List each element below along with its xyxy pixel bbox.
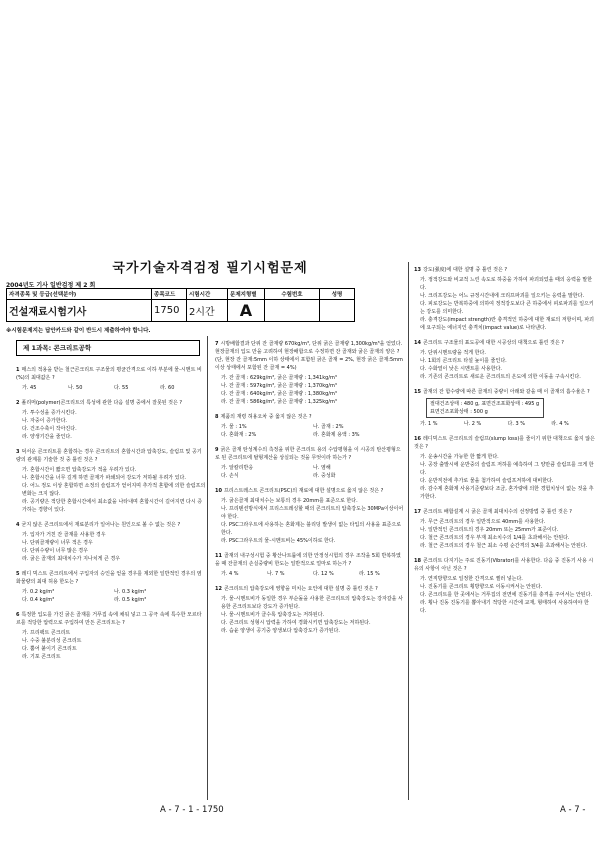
answer-option[interactable]: 다. 건조수축이 작아진다. — [22, 426, 77, 432]
answer-option[interactable]: 라. 양생기간을 줄인다. — [22, 434, 72, 440]
question — [414, 388, 595, 428]
exam-field-label: 자격종목 및 등급(선택분야) — [7, 289, 152, 300]
answer-option[interactable]: 라. 혼화제 용액 : 3% — [313, 432, 360, 438]
answer-option[interactable]: 라. 기포 콘크리트 — [22, 654, 61, 660]
exam-code: 1750 — [152, 300, 187, 322]
candidate-number-box[interactable] — [265, 300, 320, 322]
exam-info-table — [6, 288, 355, 322]
answer-option[interactable]: 다. 뿜어 붙이기 콘크리트 — [22, 646, 77, 652]
answer-option[interactable]: 라. 공기량은 적당한 혼합시간에서 최소값을 나타내며 혼합시간이 길어지면 다시 증가하는 경향이 있다. — [22, 499, 203, 513]
question-number: 18 — [414, 558, 421, 564]
question — [215, 552, 405, 578]
question — [16, 366, 206, 392]
answer-option[interactable]: 라. 충격강도(impact strength)란 충격적인 하중에 대한 재료의 저항이며, 파괴에 요구되는 에너지인 충격치(impact value)로 나타낸다. — [420, 317, 594, 331]
given-data-line: 표면건조포화상태 : 500 g — [430, 409, 488, 415]
page-code-left: A - 7 - 1 - 1750 — [160, 805, 224, 815]
answer-options — [215, 595, 405, 635]
answer-options — [16, 409, 206, 441]
question-number: 12 — [215, 586, 222, 592]
answer-option[interactable]: 라. PSC그라우트의 물-시멘트비는 45%이하로 한다. — [221, 538, 336, 544]
answer-options — [16, 531, 206, 563]
question — [215, 340, 405, 406]
answer-options — [16, 384, 206, 392]
answer-option[interactable]: 다. 55 — [114, 385, 129, 391]
submission-notice: ※시험문제지는 답안카드와 같이 반드시 제출하여야 합니다. — [6, 328, 151, 334]
answer-option[interactable]: 가. 무근 콘크리트의 경우 일반적으로 40mm를 사용한다. — [420, 519, 546, 525]
answer-option[interactable]: 나. 염해 — [313, 465, 331, 471]
exam-name: 건설재료시험기사 — [7, 300, 152, 322]
question-number: 10 — [215, 488, 222, 494]
column-divider — [408, 262, 409, 800]
exam-time: 2시간 — [187, 300, 228, 322]
question-text: 레디 믹스트 콘크리트에서 구입자의 승인을 얻을 경우를 제외한 일반적인 경우의 염화물량의 최대 허용 한도는 ? — [16, 571, 202, 585]
answer-option[interactable]: 라. 기존의 콘크리트로 새로운 콘크리트의 온도에 의한 이동을 구속시킨다. — [420, 374, 581, 380]
answer-option[interactable]: 다. PSC그라우트에 사용하는 혼화제는 블리딩 발생이 없는 타입의 사용을 표준으로 한다. — [221, 522, 402, 536]
question — [16, 570, 206, 604]
question-number: 13 — [414, 267, 421, 273]
answer-option[interactable]: 다. 수화열이 낮은 시멘트를 사용한다. — [420, 366, 502, 372]
answer-option[interactable]: 나. 골재 : 2% — [313, 424, 344, 430]
answer-option[interactable]: 가. 입자가 거친 잔 골재를 사용한 경우 — [22, 532, 106, 538]
question-number: 1 — [16, 367, 20, 373]
answer-option[interactable]: 다. 3 % — [507, 421, 526, 427]
question-text: 매스의 적용을 받는 철근콘크리트 구조물의 평균간격으로 이하 부분에 물-시멘트 비(%)의 최대값은 ? — [16, 367, 202, 381]
answer-option[interactable]: 다. 잔 골재 : 640kg/m³, 굵은 골재량 : 1,380kg/m³ — [221, 391, 337, 397]
answer-option[interactable]: 나. 물-시멘트비가 클수록 압축강도는 저하된다. — [221, 612, 325, 618]
answer-option[interactable]: 가. 혼합시간이 짧으면 압축강도가 적을 우려가 있다. — [22, 467, 137, 473]
answer-option[interactable]: 가. 정적강도와 비교적 느린 속도로 하중을 가하여 파괴되었을 때의 응력을 말한다. — [420, 277, 593, 291]
question-text: 특정한 입도를 가진 굵은 골재를 거푸집 속에 채워 넣고 그 공극 속에 특수한 모르타르를 적당한 압력으로 주입하여 만든 콘크리트는 ? — [16, 612, 202, 626]
answer-option[interactable]: 가. 단위시멘트량을 적게 한다. — [420, 350, 486, 356]
code-label: 종목코드 — [152, 289, 187, 300]
question-number: 17 — [414, 509, 421, 515]
question-number: 15 — [414, 389, 421, 395]
answer-option[interactable]: 라. 4 % — [551, 421, 569, 427]
answer-option[interactable]: 라. 철근 콘크리트의 경우 철근 최소 수평 순간격의 3/4를 초과해서는 안된다. — [420, 543, 588, 549]
question-text: 레디믹스트 콘크리트의 슬럼프(slump loss)를 줄이기 위한 대책으로 옳지 않은 것은 ? — [414, 436, 595, 450]
answer-option[interactable]: 나. 2 % — [463, 421, 482, 427]
answer-option[interactable]: 라. 0.5 kg/m³ — [114, 597, 147, 603]
exam-session: 2004년도 기사 일반검정 제 2 회 — [6, 282, 96, 289]
answer-option[interactable]: 나. 잔 골재 : 597kg/m³, 굵은 골재량 : 1,370kg/m³ — [221, 383, 337, 389]
question — [414, 339, 595, 381]
subject-heading: 제 1과목: 콘크리트공학 — [16, 340, 200, 356]
answer-option[interactable]: 나. 7 % — [267, 571, 285, 577]
answer-option[interactable]: 라. 잔 골재 : 586kg/m³, 굵은 골재량 : 1,325kg/m³ — [221, 399, 337, 405]
answer-options — [414, 349, 595, 381]
answer-option[interactable]: 라. 60 — [160, 385, 175, 391]
answer-option[interactable]: 나. 수중 불분리성 콘크리트 — [22, 638, 82, 644]
given-data-box — [426, 398, 544, 418]
question-number: 4 — [16, 522, 20, 528]
question-text: 프리스트레스트 콘크리트(PSC)의 재료에 대한 설명으로 옳지 않은 것은 ? — [223, 488, 384, 494]
question — [414, 508, 595, 550]
question — [215, 585, 405, 635]
number-label: 수험번호 — [265, 289, 320, 300]
column-divider — [207, 336, 208, 800]
question-number: 3 — [16, 449, 20, 455]
answer-option[interactable]: 다. 단위수량이 너무 많은 경우 — [22, 548, 88, 554]
answer-option[interactable]: 나. 공장 출발시에 운반중의 슬럼프 저하를 예측하여 그 양만큼 슬럼프를 크게 한다. — [420, 462, 594, 476]
answer-options — [215, 374, 405, 406]
answer-option[interactable]: 다. 12 % — [313, 571, 334, 577]
answer-option[interactable]: 다. 철근 콘크리트의 경우 부재 최소치수의 1/4를 초과해서는 안된다. — [420, 535, 570, 541]
answer-option[interactable]: 다. 손식 — [221, 473, 239, 479]
question-text: 골재의 잔 함수량에 따른 골재의 중량이 아래와 같을 때 이 골재의 흡수율은 ? — [422, 389, 590, 395]
question-number: 9 — [215, 447, 219, 453]
answer-option[interactable]: 가. 프리팩트 콘크리트 — [22, 630, 71, 636]
answer-option[interactable]: 가. 잔 골재 : 629kg/m³, 굵은 골재량 : 1,341kg/m³ — [221, 375, 337, 381]
question-number: 5 — [16, 571, 20, 577]
answer-option[interactable]: 나. 프리텐션방식에서 프리스트레싱할 때의 콘크리트의 압축강도는 30MPa이상이어야 한다. — [221, 506, 404, 520]
answer-option[interactable]: 다. 어느 정도 이상 혼합하면 소정의 슬럼프가 얻어지며 추가적 혼합에 의한 슬럼프의 변화는 크지 않다. — [22, 483, 206, 497]
question — [16, 521, 206, 563]
name-label: 성명 — [320, 289, 355, 300]
question-number: 16 — [414, 436, 421, 442]
answer-option[interactable]: 가. 연직방향으로 일정한 간격으로 찔러 넣는다. — [420, 576, 523, 582]
answer-options — [414, 276, 595, 332]
answer-option[interactable]: 나. 단위골재량이 너무 적은 경우 — [22, 540, 93, 546]
question — [215, 487, 405, 545]
answer-option[interactable]: 나. 진동기를 콘크리트 횡방향으로 이동시켜서는 안된다. — [420, 584, 543, 590]
answer-option[interactable]: 나. 크리프강도는 어느 규정시간내에 크리프파괴를 일으키는 응력을 말한다. — [420, 293, 585, 299]
page-code-right: A - 7 - — [560, 805, 586, 815]
question-text: 콘크리트 구조물의 표도공에 대한 시공상의 대책으로 틀린 것은 ? — [422, 340, 564, 346]
question — [215, 413, 405, 439]
question — [16, 611, 206, 661]
answer-options — [414, 420, 595, 428]
answer-option[interactable]: 가. 알칼리반응 — [221, 465, 254, 471]
answer-options — [215, 423, 405, 439]
question-text: 덕서운 콘크리트를 혼합하는 경우 콘크리트의 혼합시간과 압축강도, 슬럼프 및 공기량의 관계를 기술한 것 중 틀린 것은 ? — [16, 449, 202, 463]
question-number: 11 — [215, 553, 222, 559]
answer-options — [215, 497, 405, 545]
question-number: 14 — [414, 340, 421, 346]
answer-option[interactable]: 라. 감수제 혼화제 사용기준량보다 조금, 혼가량에 의한 경험치성이 없는 것을 추가한다. — [420, 486, 594, 500]
question-text: 콘크리트 다지기는 주로 진동기(Vibrator)를 사용한다. 다음 중 진동기 사용 시 유의 사항이 아닌 것은 ? — [414, 558, 594, 572]
question — [16, 399, 206, 441]
question-column-2 — [215, 340, 405, 642]
question-text: 시방배합결과 단위 잔 골재량 670kg/m³, 단위 굵은 골재량 1,300kg/m³을 얻었다. 현장골재의 입도 만을 고려하여 현장배합으로 수정하면 잔 골재와 굵은 골재의 양은 ? (단, 현장 잔 골재:5mm 이하 상태에서 포함된 굵은 골재 = 2%, 현장 굵은 골재:5mm 이상 상태에서 포함된 잔 골재 = 4%) — [215, 341, 403, 371]
question — [215, 446, 405, 480]
question-text: 콘크리트 배합설계 시 굵은 골재 최대치수의 선정방법 중 틀린 것은 ? — [422, 509, 572, 515]
question-text: 제품의 재령 허용오차 중 옳지 않은 것은 ? — [220, 414, 312, 420]
question-number: 7 — [215, 341, 219, 347]
answer-option[interactable]: 라. 습윤 양생이 공기중 양생보다 압축강도가 증가된다. — [221, 628, 340, 634]
question-number: 8 — [215, 414, 219, 420]
answer-options — [215, 570, 405, 578]
answer-option[interactable]: 라. 굵은 골재의 최대치수가 지나치게 큰 경우 — [22, 556, 121, 562]
answer-option[interactable]: 가. 굵은골재 최대치수는 보통의 경우 20mm를 표준으로 한다. — [221, 498, 358, 504]
answer-options — [16, 466, 206, 514]
answer-option[interactable]: 가. 물-시멘트비가 동일한 경우 부순돌을 사용한 콘크리트의 압축강도는 강자갈을 사용한 콘크리트보다 강도가 증가된다. — [221, 596, 403, 610]
exam-type: A — [228, 300, 265, 322]
question-text: 강도(强度)에 대한 설명 중 틀린 것은 ? — [422, 267, 508, 273]
answer-option[interactable]: 나. 50 — [68, 385, 83, 391]
answer-option[interactable]: 가. 0.2 kg/m³ — [22, 589, 55, 595]
answer-options — [414, 575, 595, 615]
answer-option[interactable]: 다. 0.4 kg/m³ — [22, 597, 55, 603]
answer-option[interactable]: 다. 콘크리트 성형시 압력을 가하여 경화시키면 압축강도는 저하된다. — [221, 620, 371, 626]
answer-option[interactable]: 다. 피로강도는 반복하중에 의하여 정적강도보다 큰 하중에서 피로파괴를 일으키는 강도를 의미한다. — [420, 301, 594, 315]
answer-options — [16, 629, 206, 661]
answer-option[interactable]: 가. 물 : 1% — [221, 424, 247, 430]
answer-option[interactable]: 라. 15 % — [359, 571, 380, 577]
question-number: 2 — [16, 400, 20, 406]
question-text: 굵은 골재 탄성계수의 측정을 위한 콘크리트 용의 수압평형을 이 시공의 탄산평형으로 된 콘크리트에 탈형계산을 상실되는 것을 무엇이라 하는가 ? — [215, 447, 401, 461]
question — [414, 266, 595, 332]
answer-options — [414, 453, 595, 501]
answer-option[interactable]: 가. 운송시간을 가능한 한 짧게 한다. — [420, 454, 499, 460]
question-number: 6 — [16, 612, 20, 618]
answer-option[interactable]: 나. 혼합시간을 너무 길게 하면 골재가 파쇄되어 강도가 저하될 우려가 있다. — [22, 475, 186, 481]
given-data-line: 절대건조상태 : 480 g, 표면건조포화상태 : 495 g — [430, 401, 540, 407]
type-label: 문제지형별 — [228, 289, 265, 300]
time-label: 시험시간 — [187, 289, 228, 300]
question-column-1 — [16, 340, 206, 668]
answer-options — [215, 464, 405, 480]
answer-option[interactable]: 가. 투수성을 증가시킨다. — [22, 410, 77, 416]
answer-option[interactable]: 나. 0.3 kg/m³ — [114, 589, 147, 595]
answer-option[interactable]: 라. 횡나 진동 진동기를 뽑아내기 적당한 시간에 교재, 형태하여 사용하여야 한다. — [420, 600, 589, 614]
answer-option[interactable]: 다. 운반직전에 추가로 물을 첨가하여 슬럼프저하에 대비한다. — [420, 478, 554, 484]
question — [414, 557, 595, 615]
question-text: 골재의 내구성시험 중 황산나트륨에 의한 안정성시험의 경우 조작을 5회 반복하였을 때 잔골재의 손실중량비 한도는 일반적으로 얼마로 하는가 ? — [215, 553, 401, 567]
answer-option[interactable]: 나. 일반적인 콘크리트의 경우 20mm 또는 25mm가 표준이다. — [420, 527, 559, 533]
answer-options — [414, 518, 595, 550]
question-text: 콘크리트의 압축강도에 영향을 미치는 요인에 대한 설명 중 틀린 것은 ? — [223, 586, 378, 592]
answer-option[interactable]: 가. 45 — [22, 385, 37, 391]
page-title: 국가기술자격검정 필기시험문제 — [112, 261, 308, 276]
answer-option[interactable]: 가. 1 % — [420, 421, 438, 427]
answer-options — [16, 588, 206, 604]
candidate-name-box[interactable] — [320, 300, 355, 322]
answer-option[interactable]: 다. 혼화재 : 2% — [221, 432, 257, 438]
question — [16, 448, 206, 514]
question — [414, 435, 595, 501]
answer-option[interactable]: 나. 자중이 증가한다. — [22, 418, 67, 424]
question-column-3 — [414, 266, 595, 622]
answer-option[interactable]: 가. 4 % — [221, 571, 239, 577]
question-text: 폴리머(polymer)콘크리트의 특성에 관한 다음 설명 중에서 잘못된 것은 ? — [21, 400, 183, 406]
answer-option[interactable]: 라. 중성화 — [313, 473, 336, 479]
question-text: 굳지 않은 콘크리트에서 재료분리가 일어나는 원인으로 볼 수 없는 것은 ? — [21, 522, 181, 528]
answer-option[interactable]: 나. 1회의 콘크리트 타설 높이를 줄인다. — [420, 358, 507, 364]
answer-option[interactable]: 다. 콘크리트를 한 곳에서는 거푸집의 전면에 진동기를 충격을 주어서는 안된다. — [420, 592, 593, 598]
